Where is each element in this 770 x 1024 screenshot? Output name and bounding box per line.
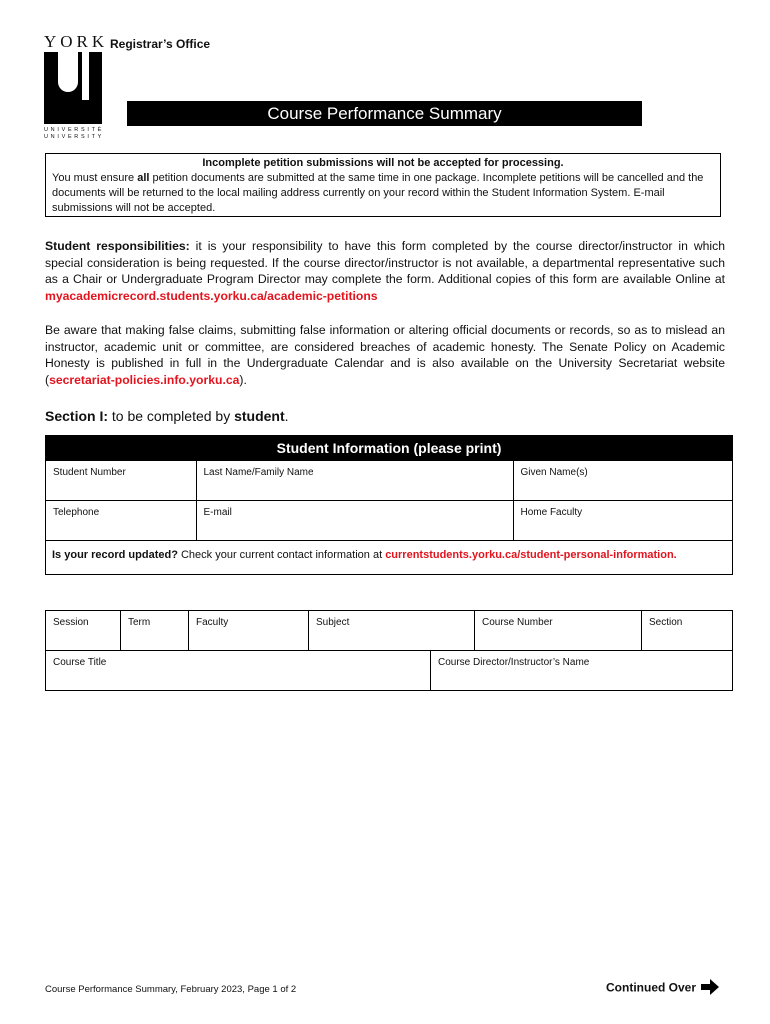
subject-label: Subject xyxy=(316,617,350,628)
record-updated-row xyxy=(46,540,732,574)
faculty-field[interactable] xyxy=(189,611,309,651)
record-updated-label: Is your record updated? xyxy=(52,549,178,561)
notice-box xyxy=(45,153,721,217)
section-1-title: Section I: xyxy=(45,408,109,424)
responsibilities-label: Student responsibilities: xyxy=(45,239,190,253)
personal-information-link[interactable]: currentstudents.yorku.ca/student-personal-information. xyxy=(385,549,677,561)
responsibilities-text: it is your responsibility to have this form completed by the course director/instructor in which special consideration is being requested. If the course director/instructor is not available, a departmental representative such as a Chair or Undergraduate Program Director may complete the form. Additional copies of this form are available Online at xyxy=(45,239,725,286)
section-field[interactable] xyxy=(642,611,733,651)
student-information-box xyxy=(45,435,733,575)
logo-york-text: YORK xyxy=(44,32,109,51)
subject-field[interactable] xyxy=(309,611,475,651)
warning-text: Be aware that making false claims, submitting false information or altering official documents or records, so as to mislead an instructor, academic unit or committee, are considered breaches of academic honesty. The Senate Policy on Academic Honesty is published in full in the Undergraduate Calendar and is also available on the University Secretariat website ( xyxy=(45,323,725,387)
last-name-label: Last Name/Family Name xyxy=(203,467,314,478)
home-faculty-label: Home Faculty xyxy=(520,507,583,518)
notice-heading: Incomplete petition submissions will not be accepted for processing. xyxy=(202,157,564,169)
email-field[interactable] xyxy=(196,501,513,541)
notice-text-2: petition documents are submitted at the same time in one package. Incomplete petitions will be cancelled and the documents will be returned to the local mailing address currently on your record within the Student Information System. E-mail submissions will not be accepted. xyxy=(52,172,704,214)
faculty-label: Faculty xyxy=(196,617,229,628)
course-title-field[interactable] xyxy=(46,651,431,691)
student-number-field[interactable] xyxy=(46,461,196,501)
record-updated-text: Check your current contact information at xyxy=(177,549,386,561)
student-info-table xyxy=(46,460,732,541)
last-name-field[interactable] xyxy=(196,461,513,501)
warning-paragraph xyxy=(45,322,725,388)
home-faculty-field[interactable] xyxy=(513,501,732,541)
responsibilities-paragraph xyxy=(45,238,725,304)
section-1-end: . xyxy=(284,408,289,424)
secretariat-link[interactable]: secretariat-policies.info.yorku.ca xyxy=(49,372,240,387)
page-title: Course Performance Summary xyxy=(127,101,642,126)
student-number-label: Student Number xyxy=(53,467,126,478)
email-label: E-mail xyxy=(203,507,232,518)
telephone-field[interactable] xyxy=(46,501,196,541)
course-title-table xyxy=(45,650,733,691)
student-info-heading: Student Information (please print) xyxy=(46,436,732,460)
course-table xyxy=(45,610,733,651)
telephone-label: Telephone xyxy=(53,507,100,518)
session-label: Session xyxy=(53,617,89,628)
notice-text-1: You must ensure xyxy=(52,172,138,184)
course-title-label: Course Title xyxy=(53,657,107,668)
director-field[interactable] xyxy=(431,651,733,691)
given-name-label: Given Name(s) xyxy=(520,467,588,478)
logo-university-text: UNIVERSITÉ UNIVERSITY xyxy=(44,127,105,140)
petitions-link[interactable]: myacademicrecord.students.yorku.ca/academic-petitions xyxy=(45,288,378,303)
section-label: Section xyxy=(649,617,683,628)
course-number-label: Course Number xyxy=(482,617,553,628)
session-field[interactable] xyxy=(46,611,121,651)
footer-text: Course Performance Summary, February 2023, Page 1 of 2 xyxy=(45,984,297,995)
continued-over xyxy=(606,979,719,998)
term-field[interactable] xyxy=(121,611,189,651)
continued-over-text: Continued Over xyxy=(606,980,697,995)
warning-end: ). xyxy=(239,372,247,387)
arrow-right-icon xyxy=(701,979,719,998)
notice-text-bold: all xyxy=(137,172,150,184)
section-1-who: student xyxy=(234,408,285,424)
section-1-label xyxy=(45,408,289,424)
section-1-text: to be completed by xyxy=(108,408,235,424)
registrar-office: Registrar’s Office xyxy=(110,37,211,51)
course-number-field[interactable] xyxy=(475,611,642,651)
logo-u-mark xyxy=(44,52,102,124)
given-name-field[interactable] xyxy=(513,461,732,501)
director-label: Course Director/Instructor’s Name xyxy=(438,657,590,668)
york-logo xyxy=(44,32,109,141)
term-label: Term xyxy=(128,617,151,628)
